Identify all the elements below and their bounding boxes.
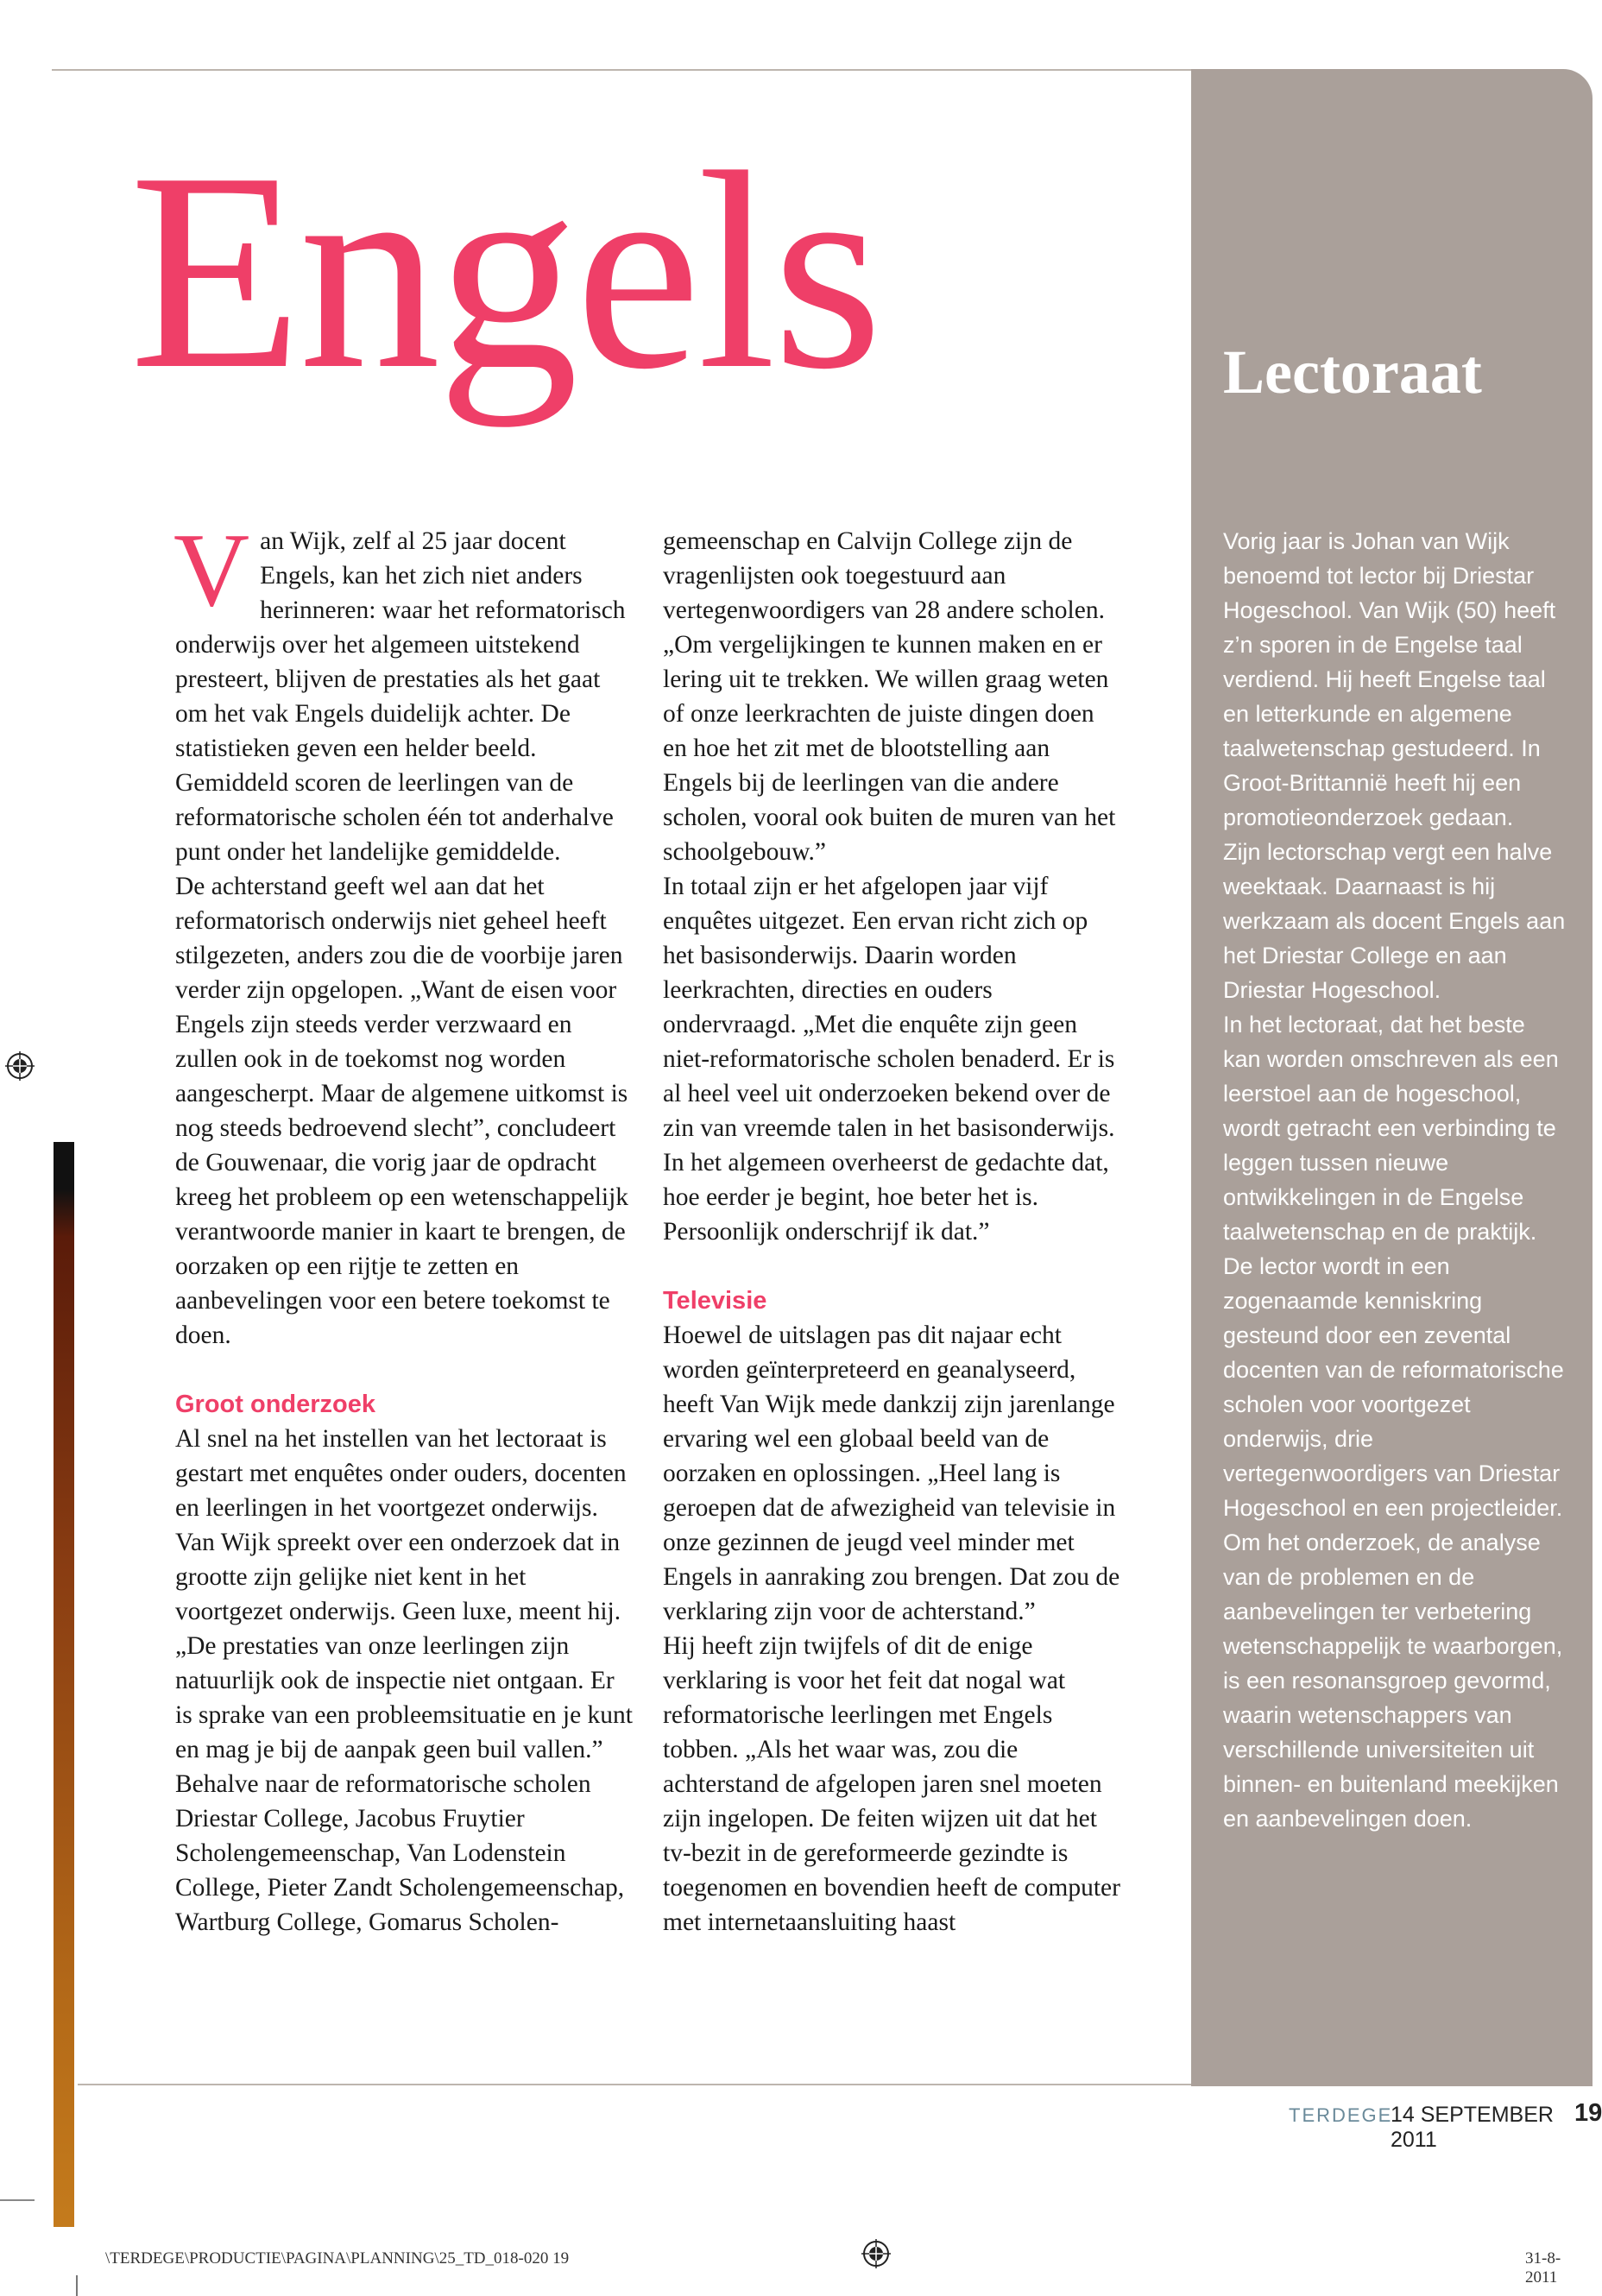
paragraph: De achterstand geeft wel aan dat het reformatorisch onderwijs niet geheel heeft stilgezeten, anders zou die de voorbije jaren verder zijn opgelopen. „Want de eisen voor Engels zijn steeds verder verzwaard en zullen ook in de toekomst nog worden aangescherpt. Maar de algemene uitkomst is nog steeds bedroevend slecht”, concludeert de Gouwenaar, die vorig jaar de opdracht kreeg het probleem op een wetenschappelijk verantwoorde manier in kaart te brengen, de oorzaken op een rijtje te zetten en aanbevelingen voor een betere toekomst te doen. xyxy=(175,873,629,1349)
page-title: Engels xyxy=(129,114,880,427)
sidebar-text xyxy=(1223,524,1568,1836)
paragraph: gemeenschap en Calvijn College zijn de vragenlijsten ook toegestuurd aan vertegenwoordigers van 28 andere scholen. „Om vergelijkingen te kunnen maken en er lering uit te trekken. We willen graag weten of onze leerkrachten de juiste dingen doen en hoe het zit met de blootstelling aan Engels bij de leerlingen van die andere scholen, vooral ook buiten de muren van het schoolgebouw.” xyxy=(663,527,1116,866)
subheading-groot-onderzoek: Groot onderzoek xyxy=(175,1391,376,1418)
paragraph: Behalve naar de reformatorische scholen Driestar College, Jacobus Fruytier Scholengemeenschap, Van Lodenstein College, Pieter Zandt Scholengemeenschap, Wartburg College, Gomarus Scholen- xyxy=(175,1770,625,1936)
paragraph: Hoewel de uitslagen pas dit najaar echt worden geïnterpreteerd en geanalyseerd, heeft Van Wijk mede dankzij zijn jarenlange ervaring wel een globaal beeld van de oorzaken en oplossingen. „Heel lang is geroepen dat de afwezigheid van televisie in onze gezinnen de jeugd veel minder met Engels in aanraking zou brengen. Dat zou de verklaring zijn voor de achterstand.” xyxy=(663,1321,1120,1625)
registration-mark-icon xyxy=(861,2239,891,2268)
slug-date: 31-8-2011 xyxy=(1525,2249,1561,2287)
paragraph: Hij heeft zijn twijfels of dit de enige verklaring is voor het feit dat nogal wat reformatorische leerlingen met Engels tobben. „Als het waar was, zou die achterstand de afgelopen jaren snel moeten zijn ingelopen. De feiten wijzen uit dat het tv-bezit in de gereformeerde gezindte is toegenomen en bovendien heeft de computer met internetaansluiting haast xyxy=(663,1632,1120,1936)
sidebar-paragraph: Zijn lectorschap vergt een halve weektaak. Daarnaast is hij werkzaam als docent Engels aan het Driestar College en aan Driestar Hogeschool. xyxy=(1223,839,1566,1003)
crop-mark xyxy=(0,2199,35,2201)
footer-date: 14 SEPTEMBER 2011 xyxy=(1391,2103,1554,2152)
crop-mark xyxy=(76,2275,78,2296)
page-number: 19 xyxy=(1574,2099,1602,2127)
paragraph: Van Wijk, zelf al 25 jaar docent Engels, kan het zich niet anders herinneren: waar het reformatorisch onderwijs over het algemeen uitstekend presteert, blijven de prestaties als het gaat om het vak Engels duidelijk achter. De statistieken geven een helder beeld. Gemiddeld scoren de leerlingen van de reformatorische scholen één tot anderhalve punt onder het landelijke gemiddelde. xyxy=(173,512,626,866)
top-rule xyxy=(52,69,1191,71)
bottom-rule xyxy=(78,2084,1191,2085)
paragraph: Al snel na het instellen van het lectoraat is gestart met enquêtes onder ouders, docenten en leerlingen in het voortgezet onderwijs. Van Wijk spreekt over een onderzoek dat in grootte zijn gelijke niet kent in het voortgezet onderwijs. Geen luxe, meent hij. „De prestaties van onze leerlingen zijn natuurlijk ook de inspectie niet ontgaan. Er is sprake van een probleemsituatie en je kunt en mag je bij de aanpak geen buil vallen.” xyxy=(175,1425,634,1763)
sidebar-paragraph: In het lectoraat, dat het beste kan worden omschreven als een leerstoel aan de hogeschool, wordt getracht een verbinding te leggen tussen nieuwe ontwikkelingen in de Engelse taalwetenschap en de praktijk. xyxy=(1223,1012,1559,1245)
subheading-televisie: Televisie xyxy=(663,1287,767,1315)
sidebar-paragraph: De lector wordt in een zogenaamde kenniskring gesteund door een zevental docenten van de reformatorische scholen voor voortgezet onderwijs, drie vertegenwoordigers van Driestar Hogeschool en een projectleider. Om het onderzoek, de analyse van de problemen en de aanbevelingen ter verbetering wetenschappelijk te waarborgen, is een resonansgroep gevormd, waarin wetenschappers van verschillende universiteiten uit binnen- en buitenland meekijken en aanbevelingen doen. xyxy=(1223,1253,1564,1832)
registration-mark-icon xyxy=(5,1051,35,1081)
article-column-2 xyxy=(663,524,1120,1940)
paragraph: In totaal zijn er het afgelopen jaar vijf enquêtes uitgezet. Een ervan richt zich op het basisonderwijs. Daarin worden leerkrachten, directies en ouders ondervraagd. „Met die enquête zijn geen niet-reformatorische scholen benaderd. Er is al heel veel uit onderzoeken bekend over de zin van vreemde talen in het basisonderwijs. In het algemeen overheerst de gedachte dat, hoe eerder je begint, hoe beter het is. Persoonlijk onderschrijf ik dat.” xyxy=(663,873,1115,1246)
footer-publication: TERDEGE xyxy=(1289,2104,1393,2126)
drop-cap: V xyxy=(173,512,250,628)
section-label: Lectoraat xyxy=(1223,337,1482,407)
slug-file-path: \TERDEGE\PRODUCTIE\PAGINA\PLANNING\25_TD_018-020 19 xyxy=(105,2249,570,2268)
article-column-1 xyxy=(173,512,634,1940)
sidebar-paragraph: Vorig jaar is Johan van Wijk benoemd tot lector bij Driestar Hogeschool. Van Wijk (50) heeft z’n sporen in de Engelse taal verdiend. Hij heeft Engelse taal en letterkunde en algemene taalwetenschap gestudeerd. In Groot-Brittannië heeft hij een promotieonderzoek gedaan. xyxy=(1223,528,1556,830)
color-bar xyxy=(54,1142,74,2227)
